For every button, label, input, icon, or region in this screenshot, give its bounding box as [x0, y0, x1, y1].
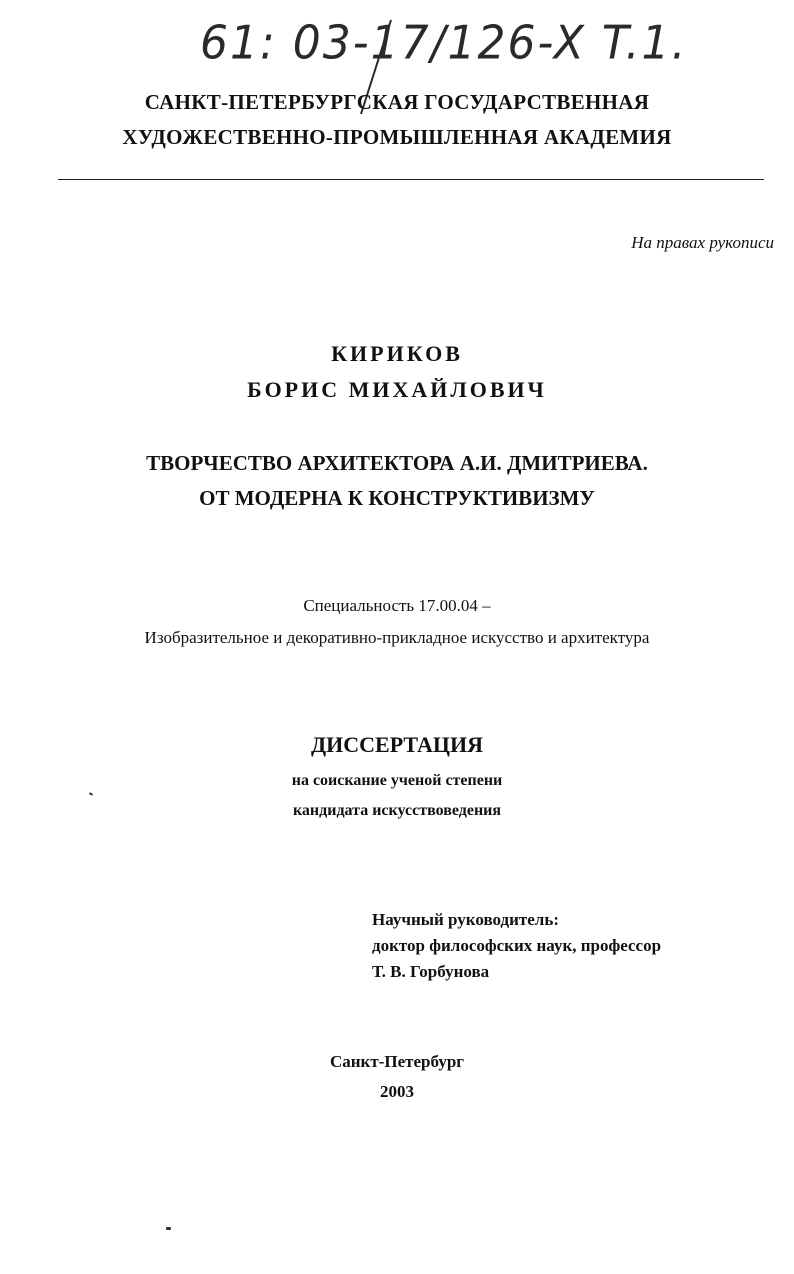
- dissertation-title-line1: ТВОРЧЕСТВО АРХИТЕКТОРА А.И. ДМИТРИЕВА.: [146, 451, 648, 475]
- document-type: ДИССЕРТАЦИЯ: [311, 732, 483, 757]
- handwritten-archive-code: 61: 03-17/126-X T.1.: [200, 16, 688, 71]
- rights-note: На правах рукописи: [631, 233, 774, 252]
- author-surname: КИРИКОВ: [331, 341, 463, 366]
- header-divider: [58, 179, 764, 180]
- author-given-names: БОРИС МИХАЙЛОВИЧ: [247, 377, 547, 402]
- specialty-name: Изобразительное и декоративно-прикладное искусство и архитектура: [144, 628, 650, 647]
- advisor-credentials: доктор философских наук, профессор: [372, 936, 662, 955]
- advisor-name: Т. В. Горбунова: [372, 962, 490, 981]
- scan-speck: [89, 792, 93, 796]
- degree-line2: кандидата искусствоведения: [292, 802, 502, 819]
- city: Санкт-Петербург: [329, 1052, 465, 1071]
- year: 2003: [380, 1082, 414, 1101]
- scan-speck: [166, 1227, 171, 1230]
- degree-line1: на соискание ученой степени: [291, 772, 503, 789]
- institution-name-line1: САНКТ-ПЕТЕРБУРГСКАЯ ГОСУДАРСТВЕННАЯ: [144, 90, 650, 114]
- specialty-code: Специальность 17.00.04 –: [303, 596, 491, 615]
- advisor-label: Научный руководитель:: [372, 910, 559, 929]
- institution-name-line2: ХУДОЖЕСТВЕННО-ПРОМЫШЛЕННАЯ АКАДЕМИЯ: [122, 125, 672, 149]
- dissertation-title-line2: ОТ МОДЕРНА К КОНСТРУКТИВИЗМУ: [199, 486, 595, 510]
